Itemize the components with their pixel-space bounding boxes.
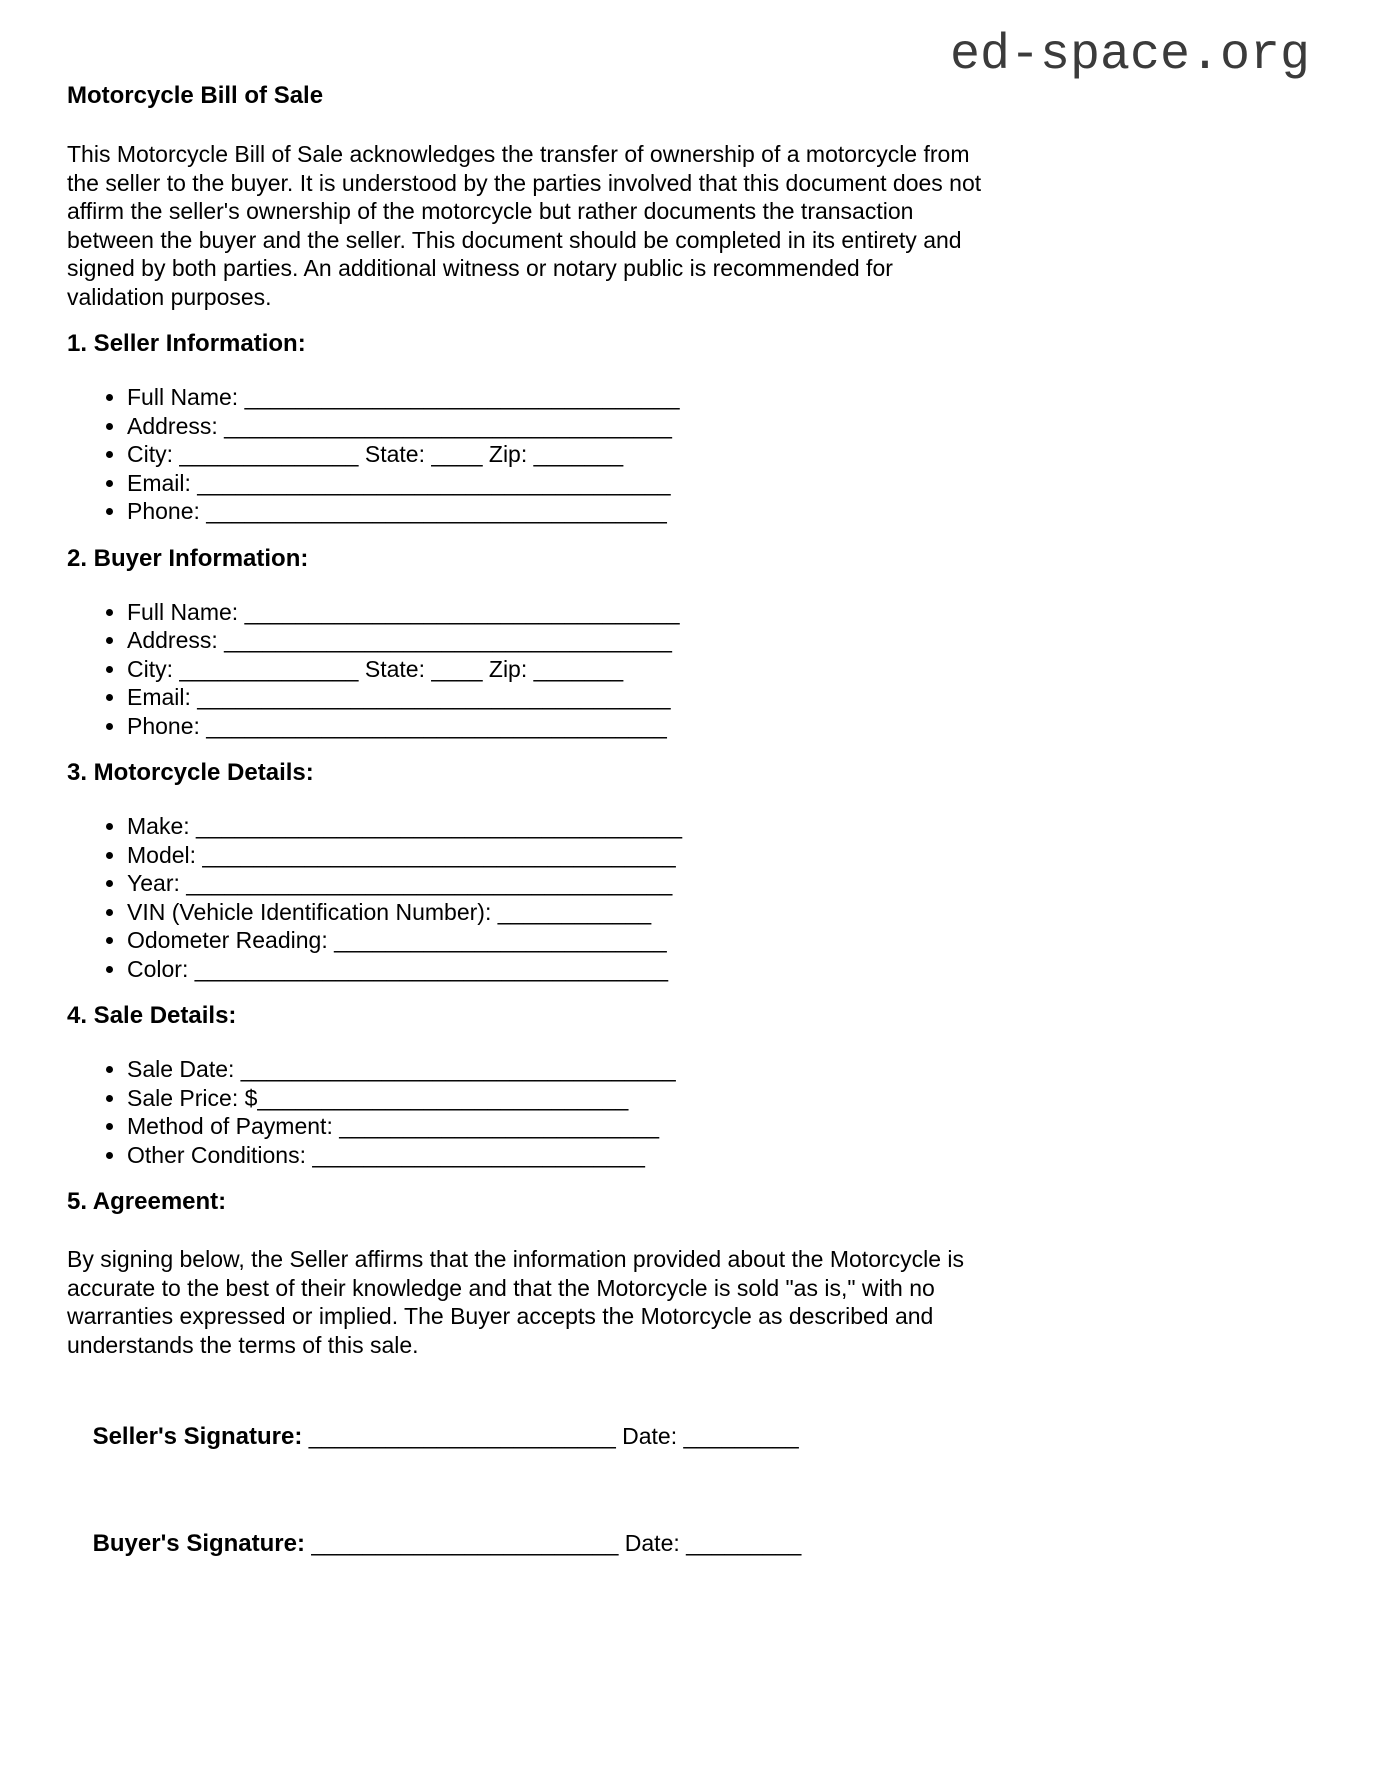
paragraph-line: accurate to the best of their knowledge and that the Motorcycle is sold "as is," with no <box>67 1274 935 1301</box>
field-line-model: • Model: _____________________________________ <box>127 841 1307 870</box>
paragraph-line: between the buyer and the seller. This document should be completed in its entirety and <box>67 226 962 253</box>
paragraph-line: This Motorcycle Bill of Sale acknowledges the transfer of ownership of a motorcycle from <box>67 141 970 167</box>
field-line-other-conditions: • Other Conditions: __________________________ <box>127 1141 1307 1170</box>
agreement-paragraph <box>67 1245 1307 1359</box>
section-buyer-information <box>67 544 1307 741</box>
field-line-sale-date: • Sale Date: __________________________________ <box>127 1055 1307 1084</box>
field-line-phone: • Phone: ____________________________________ <box>127 712 1307 741</box>
sale-fields-list <box>67 1055 1307 1169</box>
paragraph-line: By signing below, the Seller affirms that the information provided about the Motorcycle is <box>67 1246 965 1272</box>
document-title: Motorcycle Bill of Sale <box>67 82 324 109</box>
field-line-full-name: • Full Name: __________________________________ <box>127 598 1307 627</box>
field-line-city-state-zip: • City: ______________ State: ____ Zip: _______ <box>127 440 1307 469</box>
buyer-signature-row <box>67 1501 1307 1588</box>
seller-signature-row <box>67 1393 1307 1480</box>
field-line-odometer: • Odometer Reading: __________________________ <box>127 926 1307 955</box>
section-sale-details <box>67 1001 1307 1169</box>
field-line-vin: • VIN (Vehicle Identification Number): ____________ <box>127 898 1307 927</box>
field-line-email: • Email: _____________________________________ <box>127 683 1307 712</box>
motorcycle-fields-list <box>67 812 1307 983</box>
section-heading: 2. Buyer Information: <box>67 544 309 572</box>
seller-fields-list <box>67 383 1307 526</box>
paragraph-line: affirm the seller's ownership of the motorcycle but rather documents the transaction <box>67 198 914 224</box>
field-line-address: • Address: ___________________________________ <box>127 412 1307 441</box>
paragraph-line: validation purposes. <box>67 283 272 310</box>
field-line-address: • Address: ___________________________________ <box>127 626 1307 655</box>
field-line-color: • Color: _____________________________________ <box>127 955 1307 984</box>
field-line-payment-method: • Method of Payment: _________________________ <box>127 1112 1307 1141</box>
date-label: Date: <box>615 1422 684 1449</box>
buyer-date-blank-line: _________ <box>686 1530 802 1556</box>
paragraph-line: understands the terms of this sale. <box>67 1331 419 1358</box>
section-agreement <box>67 1187 1307 1359</box>
field-line-email: • Email: _____________________________________ <box>127 469 1307 498</box>
section-seller-information <box>67 329 1307 526</box>
field-line-make: • Make: ______________________________________ <box>127 812 1307 841</box>
section-heading: 3. Motorcycle Details: <box>67 759 314 786</box>
buyer-signature-blank-line: ________________________ <box>305 1530 619 1556</box>
field-line-phone: • Phone: ____________________________________ <box>127 497 1307 526</box>
field-line-year: • Year: ______________________________________ <box>127 869 1307 898</box>
field-line-full-name: • Full Name: __________________________________ <box>127 383 1307 412</box>
site-logo: ed-space.org <box>949 27 1310 84</box>
section-heading: 1. Seller Information: <box>67 330 306 357</box>
section-heading: 4. Sale Details: <box>67 1002 237 1029</box>
date-label: Date: <box>618 1530 687 1556</box>
intro-paragraph <box>67 140 1307 311</box>
section-heading: 5. Agreement: <box>67 1188 227 1215</box>
seller-signature-blank-line: ________________________ <box>302 1422 616 1449</box>
paragraph-line: signed by both parties. An additional witness or notary public is recommended for <box>67 255 893 281</box>
paragraph-line: warranties expressed or implied. The Buyer accepts the Motorcycle as described and <box>67 1303 934 1329</box>
paragraph-line: the seller to the buyer. It is understood by the parties involved that this document does not <box>67 169 982 196</box>
field-line-city-state-zip: • City: ______________ State: ____ Zip: _______ <box>127 655 1307 684</box>
seller-signature-label: Seller's Signature: <box>92 1422 303 1450</box>
section-motorcycle-details <box>67 758 1307 983</box>
buyer-fields-list <box>67 598 1307 741</box>
field-line-sale-price: • Sale Price: $_____________________________ <box>127 1084 1307 1113</box>
seller-date-blank-line: _________ <box>683 1422 799 1449</box>
buyer-signature-label: Buyer's Signature: <box>92 1530 305 1557</box>
